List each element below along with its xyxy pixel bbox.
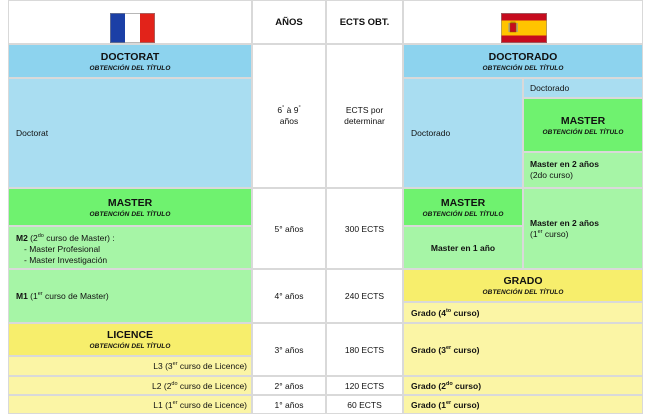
master-2y-second-row xyxy=(523,152,643,188)
m1-text-a: (1 xyxy=(27,291,38,301)
grado1-label xyxy=(411,400,480,410)
grado4-row xyxy=(403,302,643,323)
m2-ordinal: do xyxy=(37,233,44,240)
m2-text-b: curso de Master) : xyxy=(43,233,115,243)
years-master1-value: 4° años xyxy=(274,291,304,301)
l2-ordinal: do xyxy=(171,380,178,387)
grado4-text-a: Grado (4 xyxy=(411,307,446,318)
master-1y-row xyxy=(403,226,523,269)
grado3-text-b: curso) xyxy=(451,344,480,355)
ects-doctorat xyxy=(326,44,403,188)
l2-row xyxy=(8,376,252,395)
grado-subtitle: OBTENCIÓN DEL TÍTULO xyxy=(482,289,564,296)
master-subtitle-es-inner: OBTENCIÓN DEL TÍTULO xyxy=(542,128,624,136)
years-doctorat xyxy=(252,44,326,188)
master-2y-first-ordinal: er xyxy=(537,228,543,235)
ects-l3-value: 180 ECTS xyxy=(344,344,385,355)
master-subtitle-es: OBTENCIÓN DEL TÍTULO xyxy=(422,210,504,218)
grado3-row xyxy=(403,323,643,376)
grado3-label xyxy=(411,345,480,355)
deg-sign: ° xyxy=(298,105,301,112)
doctorat-row xyxy=(8,78,252,188)
grado2-ordinal: do xyxy=(445,380,453,387)
grado4-text-b: curso) xyxy=(451,307,480,318)
m2-code: M2 xyxy=(16,233,28,243)
years-doctorat-from: 6 xyxy=(277,105,283,115)
years-l2-value: 2° años xyxy=(274,380,304,391)
licence-header xyxy=(8,323,252,356)
doctorat-title: DOCTORAT xyxy=(100,50,160,63)
master-2y-title: Master en 2 años xyxy=(530,159,599,169)
master-title-es: MASTER xyxy=(440,196,486,209)
m1-ordinal: er xyxy=(37,291,43,298)
doctorado-row xyxy=(403,78,523,188)
ects-l2-value: 120 ECTS xyxy=(344,380,385,391)
master-2y-first-b: curso) xyxy=(542,228,569,239)
ects-master2 xyxy=(326,188,403,269)
master-subtitle-fr: OBTENCIÓN DEL TÍTULO xyxy=(89,210,171,218)
m2-text-a: (2 xyxy=(27,233,38,243)
m2-row xyxy=(8,226,252,269)
l1-label xyxy=(153,400,247,410)
master-1y-label: Master en 1 año xyxy=(430,242,496,253)
spain-header-cell xyxy=(403,0,643,44)
master-2y-first-year xyxy=(530,229,642,240)
years-l3-value: 3° años xyxy=(274,344,304,355)
grado1-text-b: curso) xyxy=(451,399,480,410)
l2-text-b: curso de Licence) xyxy=(177,380,247,391)
master-2y-first-row xyxy=(523,188,643,269)
l3-text-b: curso de Licence) xyxy=(177,361,247,371)
grado3-text-a: Grado (3 xyxy=(411,344,446,355)
deg-sign: ° xyxy=(282,105,285,112)
doctorat-subtitle: OBTENCIÓN DEL TÍTULO xyxy=(89,64,171,72)
grado2-label xyxy=(411,381,481,391)
licence-title: LICENCE xyxy=(106,329,154,341)
doctorado-title: DOCTORADO xyxy=(488,50,558,63)
ects-l3 xyxy=(326,323,403,376)
grado1-row xyxy=(403,395,643,414)
master-title-fr: MASTER xyxy=(107,196,153,209)
grado2-row xyxy=(403,376,643,395)
ects-master1 xyxy=(326,269,403,323)
l3-label xyxy=(153,361,247,371)
grado2-text-a: Grado (2 xyxy=(411,380,446,391)
years-master1 xyxy=(252,269,326,323)
grado3-ordinal: er xyxy=(445,344,452,351)
m2-line xyxy=(16,233,251,244)
france-flag-icon xyxy=(110,13,155,43)
doctorado-header xyxy=(403,44,643,78)
years-l2 xyxy=(252,376,326,395)
master-title-es-inner: MASTER xyxy=(560,114,606,127)
l2-text-a: L2 (2 xyxy=(152,380,172,391)
master-2y-first-a: (1 xyxy=(530,228,538,239)
master-header-fr xyxy=(8,188,252,226)
years-master2 xyxy=(252,188,326,269)
years-l1 xyxy=(252,395,326,414)
grado-title: GRADO xyxy=(503,275,543,287)
m1-text-b: curso de Master) xyxy=(42,291,109,301)
ects-column-header xyxy=(326,0,403,44)
ects-master1-value: 240 ECTS xyxy=(344,291,385,301)
l1-ordinal: er xyxy=(172,399,178,406)
l1-text-a: L1 (1 xyxy=(153,399,173,410)
m1-row xyxy=(8,269,252,323)
doctorat-label: Doctorat xyxy=(16,128,49,138)
ects-doctorat-line1: ECTS por xyxy=(345,105,384,115)
years-l3 xyxy=(252,323,326,376)
master-header-es-inner xyxy=(523,98,643,152)
m1-line xyxy=(16,291,109,301)
ects-doctorat-line2: determinar xyxy=(344,116,385,126)
grado1-ordinal: er xyxy=(445,399,452,406)
ects-l1-value: 60 ECTS xyxy=(347,399,382,410)
licence-subtitle: OBTENCIÓN DEL TÍTULO xyxy=(89,343,171,350)
l3-row xyxy=(8,356,252,376)
m2-item-investigacion: - Master Investigación xyxy=(24,255,108,265)
ects-l2 xyxy=(326,376,403,395)
grado1-text-a: Grado (1 xyxy=(411,399,446,410)
l1-row xyxy=(8,395,252,414)
doctorado-label: Doctorado xyxy=(411,128,451,138)
l3-ordinal: er xyxy=(172,361,178,368)
doctorado-subtitle: OBTENCIÓN DEL TÍTULO xyxy=(482,64,564,72)
years-master2-value: 5° años xyxy=(274,223,304,234)
spain-flag-icon xyxy=(501,13,547,43)
master-2y-year: (2do curso) xyxy=(530,170,573,180)
m1-code: M1 xyxy=(16,291,28,301)
doctorado-small-row xyxy=(523,78,643,98)
france-header-cell xyxy=(8,0,252,44)
l3-text-a: L3 (3 xyxy=(153,361,173,371)
grado4-ordinal: to xyxy=(445,307,452,314)
years-header-label: AÑOS xyxy=(275,16,303,28)
doctorat-header xyxy=(8,44,252,78)
l2-label xyxy=(152,381,247,391)
master-header-es xyxy=(403,188,523,226)
grado2-text-b: curso) xyxy=(452,380,482,391)
ects-header-label: ECTS OBT. xyxy=(339,16,390,28)
years-column-header xyxy=(252,0,326,44)
years-doctorat-to: à 9 xyxy=(284,105,299,115)
l1-text-b: curso de Licence) xyxy=(177,399,247,410)
m2-item-profesional: - Master Profesional xyxy=(24,244,101,254)
years-doctorat-unit: años xyxy=(279,116,299,126)
ects-master2-value: 300 ECTS xyxy=(344,223,385,234)
years-doctorat-line1 xyxy=(277,105,300,116)
doctorado-small-label: Doctorado xyxy=(530,83,570,93)
years-l1-value: 1° años xyxy=(274,399,304,410)
master-2y-first-title: Master en 2 años xyxy=(530,217,599,228)
grado-header xyxy=(403,269,643,302)
ects-l1 xyxy=(326,395,403,414)
grado4-label xyxy=(411,308,480,318)
